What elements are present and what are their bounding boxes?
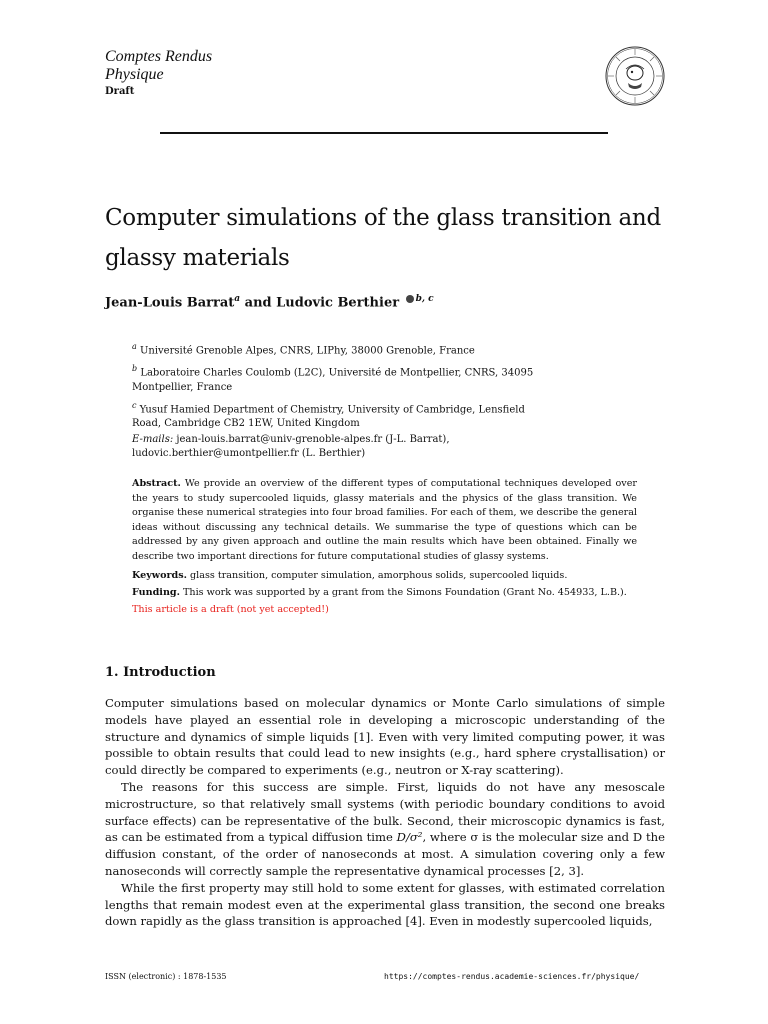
emails bbox=[132, 433, 552, 461]
author-name[interactable]: Jean-Louis Barrat bbox=[105, 295, 235, 311]
emails-text[interactable]: jean-louis.barrat@univ-grenoble-alpes.fr (J-L. Barrat), ludovic.berthier@umontpellier.fr (L. Berthier) bbox=[132, 433, 450, 459]
affiliation-item bbox=[132, 340, 552, 358]
journal-url[interactable]: https://comptes-rendus.academie-sciences.fr/physique/ bbox=[384, 972, 640, 981]
author-name[interactable]: Ludovic Berthier bbox=[276, 295, 400, 311]
journal-name-line1: Comptes Rendus bbox=[105, 48, 213, 65]
funding-label: Funding. bbox=[132, 587, 180, 599]
paragraph-text: The reasons for this success are simple. First, liquids do not have any mesoscale microstructure, so that relatively small systems (with periodic boundary conditions to avoid surface effects) can be representative of the bulk. Second, their microscopic dynamics is fast, as can be estimated from a typical diffusion time bbox=[105, 779, 665, 845]
affiliation-mark: a bbox=[234, 294, 241, 304]
affiliations bbox=[132, 340, 552, 465]
affiliation-item bbox=[132, 362, 552, 394]
draft-status: Draft bbox=[105, 86, 135, 97]
affiliation-text: Yusuf Hamied Department of Chemistry, University of Cambridge, Lensfield Road, Cambridge CB2 1EW, United Kingdom bbox=[132, 403, 525, 429]
article-title: Computer simulations of the glass transition and glassy materials bbox=[105, 205, 661, 271]
abstract-block bbox=[132, 477, 637, 617]
journal-name bbox=[105, 48, 212, 84]
journal-name-line2: Physique bbox=[105, 66, 164, 83]
section-heading: 1. Introduction bbox=[105, 665, 216, 680]
header-rule bbox=[160, 132, 608, 134]
abstract-label: Abstract. bbox=[132, 478, 181, 489]
keywords-text: glass transition, computer simulation, amorphous solids, supercooled liquids. bbox=[190, 569, 568, 581]
affiliation-text: Laboratoire Charles Coulomb (L2C), Université de Montpellier, CNRS, 34095 Montpellier, France bbox=[132, 367, 534, 393]
abstract bbox=[132, 477, 637, 565]
orcid-icon[interactable] bbox=[406, 295, 414, 303]
academy-seal-icon bbox=[604, 45, 666, 107]
math-expression: D/σ² bbox=[396, 830, 423, 845]
affiliation-mark: b bbox=[132, 364, 138, 374]
funding bbox=[132, 586, 637, 601]
funding-text: This work was supported by a grant from the Simons Foundation (Grant No. 454933, L.B.). bbox=[183, 587, 627, 599]
affiliation-text: Université Grenoble Alpes, CNRS, LIPhy, 38000 Grenoble, France bbox=[139, 345, 475, 357]
keywords bbox=[132, 569, 637, 584]
affiliation-item bbox=[132, 399, 552, 431]
paragraph: While the first property may still hold to some extent for glasses, with estimated correlation lengths that remain modest even at the experimental glass transition, the second one breaks down rapidly as the glass transition is approached [4]. Even in modestly supercooled liquids, bbox=[105, 880, 665, 929]
paragraph: Computer simulations based on molecular dynamics or Monte Carlo simulations of simple models have played an essential role in developing a microscopic understanding of the structure and dynamics of simple liquids [1]. Even with very limited computing power, it was possible to obtain results that could lead to new insights (e.g., hard sphere crystallisation) or could directly be compared to experiments (e.g., neutron or X-ray scattering). bbox=[105, 696, 665, 778]
author-join: and bbox=[244, 295, 272, 311]
emails-label: E-mails: bbox=[132, 433, 174, 445]
affiliation-mark: a bbox=[132, 342, 137, 351]
draft-note: This article is a draft (not yet accepted!) bbox=[132, 603, 329, 615]
author-list bbox=[105, 294, 434, 310]
keywords-label: Keywords. bbox=[132, 569, 187, 581]
body-text bbox=[105, 695, 665, 930]
abstract-text: We provide an overview of the different types of computational techniques developed over the years to study supercooled liquids, glassy materials and the physics of the glass transition. We organise these numerical strategies into four broad families. For each of them, we describe the general ideas without discussing any technical details. We summarise the type of questions which can be addressed by any given approach and outline the main results which have been obtained. Finally we describe two important directions for future computational studies of glassy systems. bbox=[132, 478, 637, 562]
paragraph-text: , where σ is the molecular size and D the diffusion constant, of the order of nanoseconds at most. A simulation covering only a few nanoseconds will correctly sample the representative dynamical processes [2, 3]. bbox=[105, 830, 665, 878]
issn: ISSN (electronic) : 1878-1535 bbox=[105, 972, 227, 981]
affiliation-mark: c bbox=[132, 400, 137, 410]
paragraph bbox=[105, 779, 665, 880]
affiliation-mark: b, c bbox=[415, 294, 434, 304]
